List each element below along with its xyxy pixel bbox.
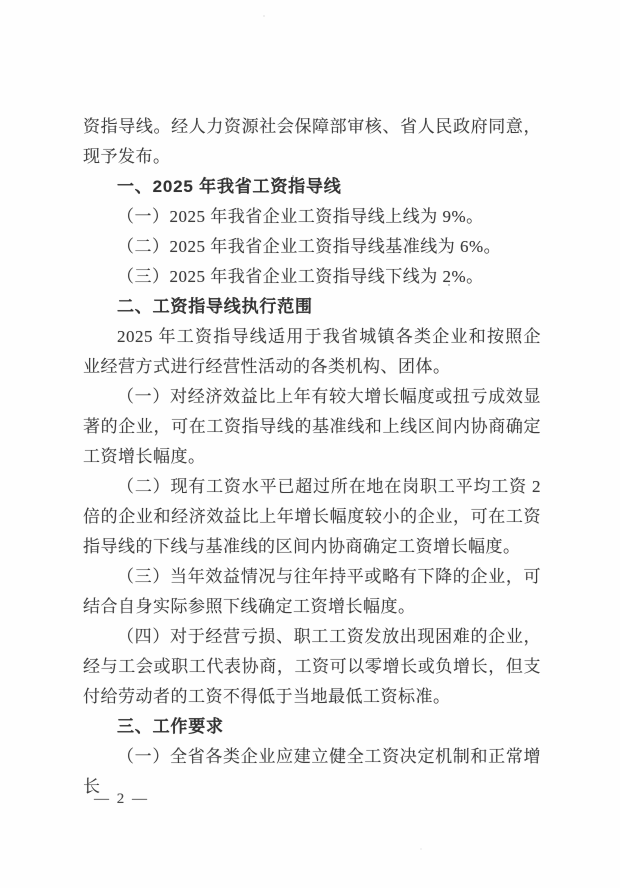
section-heading: 二、工资指导线执行范围 xyxy=(117,297,313,316)
section-heading: 三、工作要求 xyxy=(117,717,224,736)
paragraph: 资指导线。经人力资源社会保障部审核、省人民政府同意，现予发布。 xyxy=(83,117,541,166)
document-body xyxy=(83,112,541,802)
paragraph: （一）对经济效益比上年有较大增长幅度或扭亏成效显著的企业，可在工资指导线的基准线和上线区间内协商确定工资增长幅度。 xyxy=(83,387,541,466)
paragraph: （三）2025 年我省企业工资指导线下线为 2%。 xyxy=(117,267,484,286)
page-number: — 2 — xyxy=(94,791,149,807)
scan-speck xyxy=(292,175,294,177)
paragraph: 2025 年工资指导线适用于我省城镇各类企业和按照企业经营方式进行经营性活动的各类机构、团体。 xyxy=(83,327,541,376)
paragraph: （二）现有工资水平已超过所在地在岗职工平均工资 2 倍的企业和经济效益比上年增长幅度较小的企业，可在工资指导线的下线与基准线的区间内协商确定工资增长幅度。 xyxy=(83,477,541,556)
paragraph: （二）2025 年我省企业工资指导线基准线为 6%。 xyxy=(117,237,502,256)
scan-speck xyxy=(263,15,265,17)
paragraph: （三）当年效益情况与往年持平或略有下降的企业，可结合自身实际参照下线确定工资增长幅度。 xyxy=(83,567,541,616)
paragraph: （一）2025 年我省企业工资指导线上线为 9%。 xyxy=(117,207,484,226)
scan-speck xyxy=(420,848,422,850)
scan-speck xyxy=(448,284,450,286)
section-heading: 一、2025 年我省工资指导线 xyxy=(117,177,342,196)
paragraph: （四）对于经营亏损、职工工资发放出现困难的企业，经与工会或职工代表协商，工资可以零增长或负增长，但支付给劳动者的工资不得低于当地最低工资标准。 xyxy=(83,627,541,706)
paragraph: （一）全省各类企业应建立健全工资决定机制和正常增长 xyxy=(83,747,541,796)
